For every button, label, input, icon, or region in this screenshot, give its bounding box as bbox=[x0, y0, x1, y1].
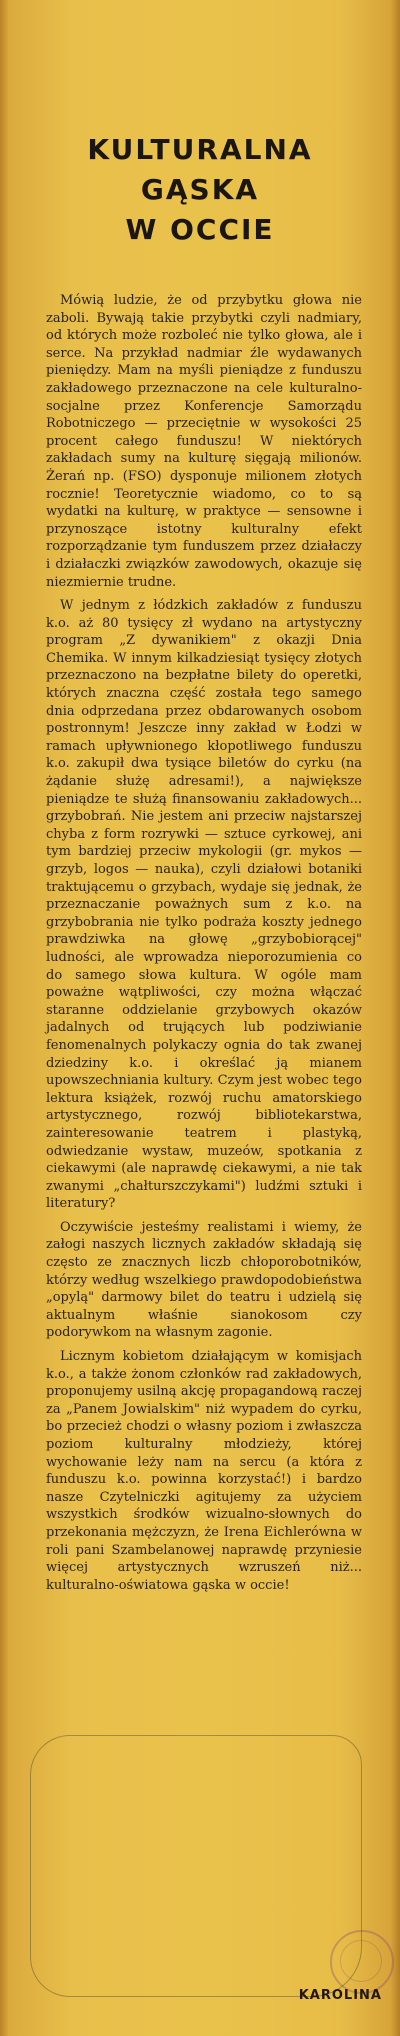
headline-line-3: W OCCIE bbox=[125, 213, 275, 246]
article-headline bbox=[60, 130, 340, 250]
article-paragraph-2: W jednym z łódzkich zakładów z funduszu k.o. aż 80 tysięcy zł wydano na artystyczny program „Z dywanikiem" z okazji Dnia Chemika. W innym kilkadziesiąt tysięcy złotych przeznaczono na bezpłatne bilety do operetki, których znaczna część została tego samego dnia odprzedana przez obdarowanych osobom postronnym! Jeszcze inny zakład w Łodzi w ramach upływnionego kłopotliwego funduszu k.o. zakupił dwa tysiące biletów do cyrku (na żądanie służę adresami!), a największe pieniądze te służą finansowaniu zakładowych... grzybobrań. Nie jestem ani przeciw najstarszej chyba z form rozrywki — sztuce cyrkowej, ani tym bardziej przeciw mykologii (gr. mykos — grzyb, logos — nauka), czyli działowi botaniki traktującemu o grzybach, wydaje się jednak, że przeznaczanie poważnych sum z k.o. na grzybobrania nie tylko podraża koszty jednego prawdziwka na głowę „grzybobiorącej" ludności, ale wprowadza nieporozumienia co do samego słowa kultura. W ogóle mam poważne wątpliwości, czy można włączać staranne oddzielanie grzybowych okazów jadalnych od trujących lub podziwianie fenomenalnych polykaczy ognia do tak zwanej dziedziny k.o. i określać ją mianem upowszechniania kultury. Czym jest wobec tego lektura książek, rozwój ruchu amatorskiego artystycznego, rozwój bibliotekarstwa, zainteresowanie teatrem i plastyką, odwiedzanie wystaw, muzeów, spotkania z ciekawymi (ale naprawdę ciekawymi, a nie tak zwanymi „chałturszczykami") ludźmi sztuki i literatury? bbox=[46, 598, 362, 1212]
headline-line-1: KULTURALNA bbox=[87, 133, 313, 166]
article-paragraph-1: Mówią ludzie, że od przybytku głowa nie zaboli. Bywają takie przybytki czyli nadmiary, od których może rozboleć nie tylko głowa, ale i serce. Na przykład nadmiar źle wydawanych pieniędzy. Mam na myśli pieniądze z funduszu zakładowego przeznaczone na cele kulturalno-socjalne przez Konferencje Samorządu Robotniczego — przeciętnie w wysokości 25 procent całego funduszu! W niektórych zakładach sumy na kulturę sięgają milionów. Żerań np. (FSO) dysponuje milionem złotych rocznie! Teoretycznie wiadomo, co to są wydatki na kulturę, w praktyce — sensowne i przynoszące istotny kulturalny efekt rozporządzanie tym funduszem przez działaczy i działaczki związków zawodowych, okazuje się niezmiernie trudne. bbox=[46, 293, 362, 590]
headline-line-2: GĄSKA bbox=[140, 173, 260, 206]
paper-edge-left bbox=[0, 0, 8, 2036]
article-body bbox=[46, 292, 362, 1600]
article-paragraph-3: Oczywiście jesteśmy realistami i wiemy, że załogi naszych licznych zakładów składają się często ze znacznych liczb chłoporobotników, którzy według wszelkiego prawdopodobieństwa „opylą" darmowy bilet do teatru i udzielą się aktualnym właśnie sianokosom czy podorywkom na własnym zagonie. bbox=[46, 1219, 362, 1341]
author-signature: KAROLINA bbox=[298, 1988, 382, 2003]
archive-stamp bbox=[330, 1930, 394, 1994]
pen-outline-mark bbox=[30, 1735, 362, 1997]
article-paragraph-4: Licznym kobietom działającym w komisjach k.o., a także żonom członków rad zakładowych, proponujemy usilną akcję propagandową raczej za „Panem Jowialskim" niż wypadem do cyrku, bo przecież chodzi o własny poziom i zwłaszcza poziom kulturalny młodzieży, której wychowanie leży nam na sercu (a która z funduszu k.o. powinna korzystać!) i bardzo nasze Czytelniczki agitujemy za użyciem wszystkich środków wizualno-słownych do przekonania mężczyzn, że Irena Eichlerówna w roli pani Szambelanowej naprawdę przyniesie więcej artystycznych wzruszeń niż... kulturalno-oświatowa gąska w occie! bbox=[46, 1349, 362, 1593]
paper-edge-right bbox=[390, 0, 400, 2036]
